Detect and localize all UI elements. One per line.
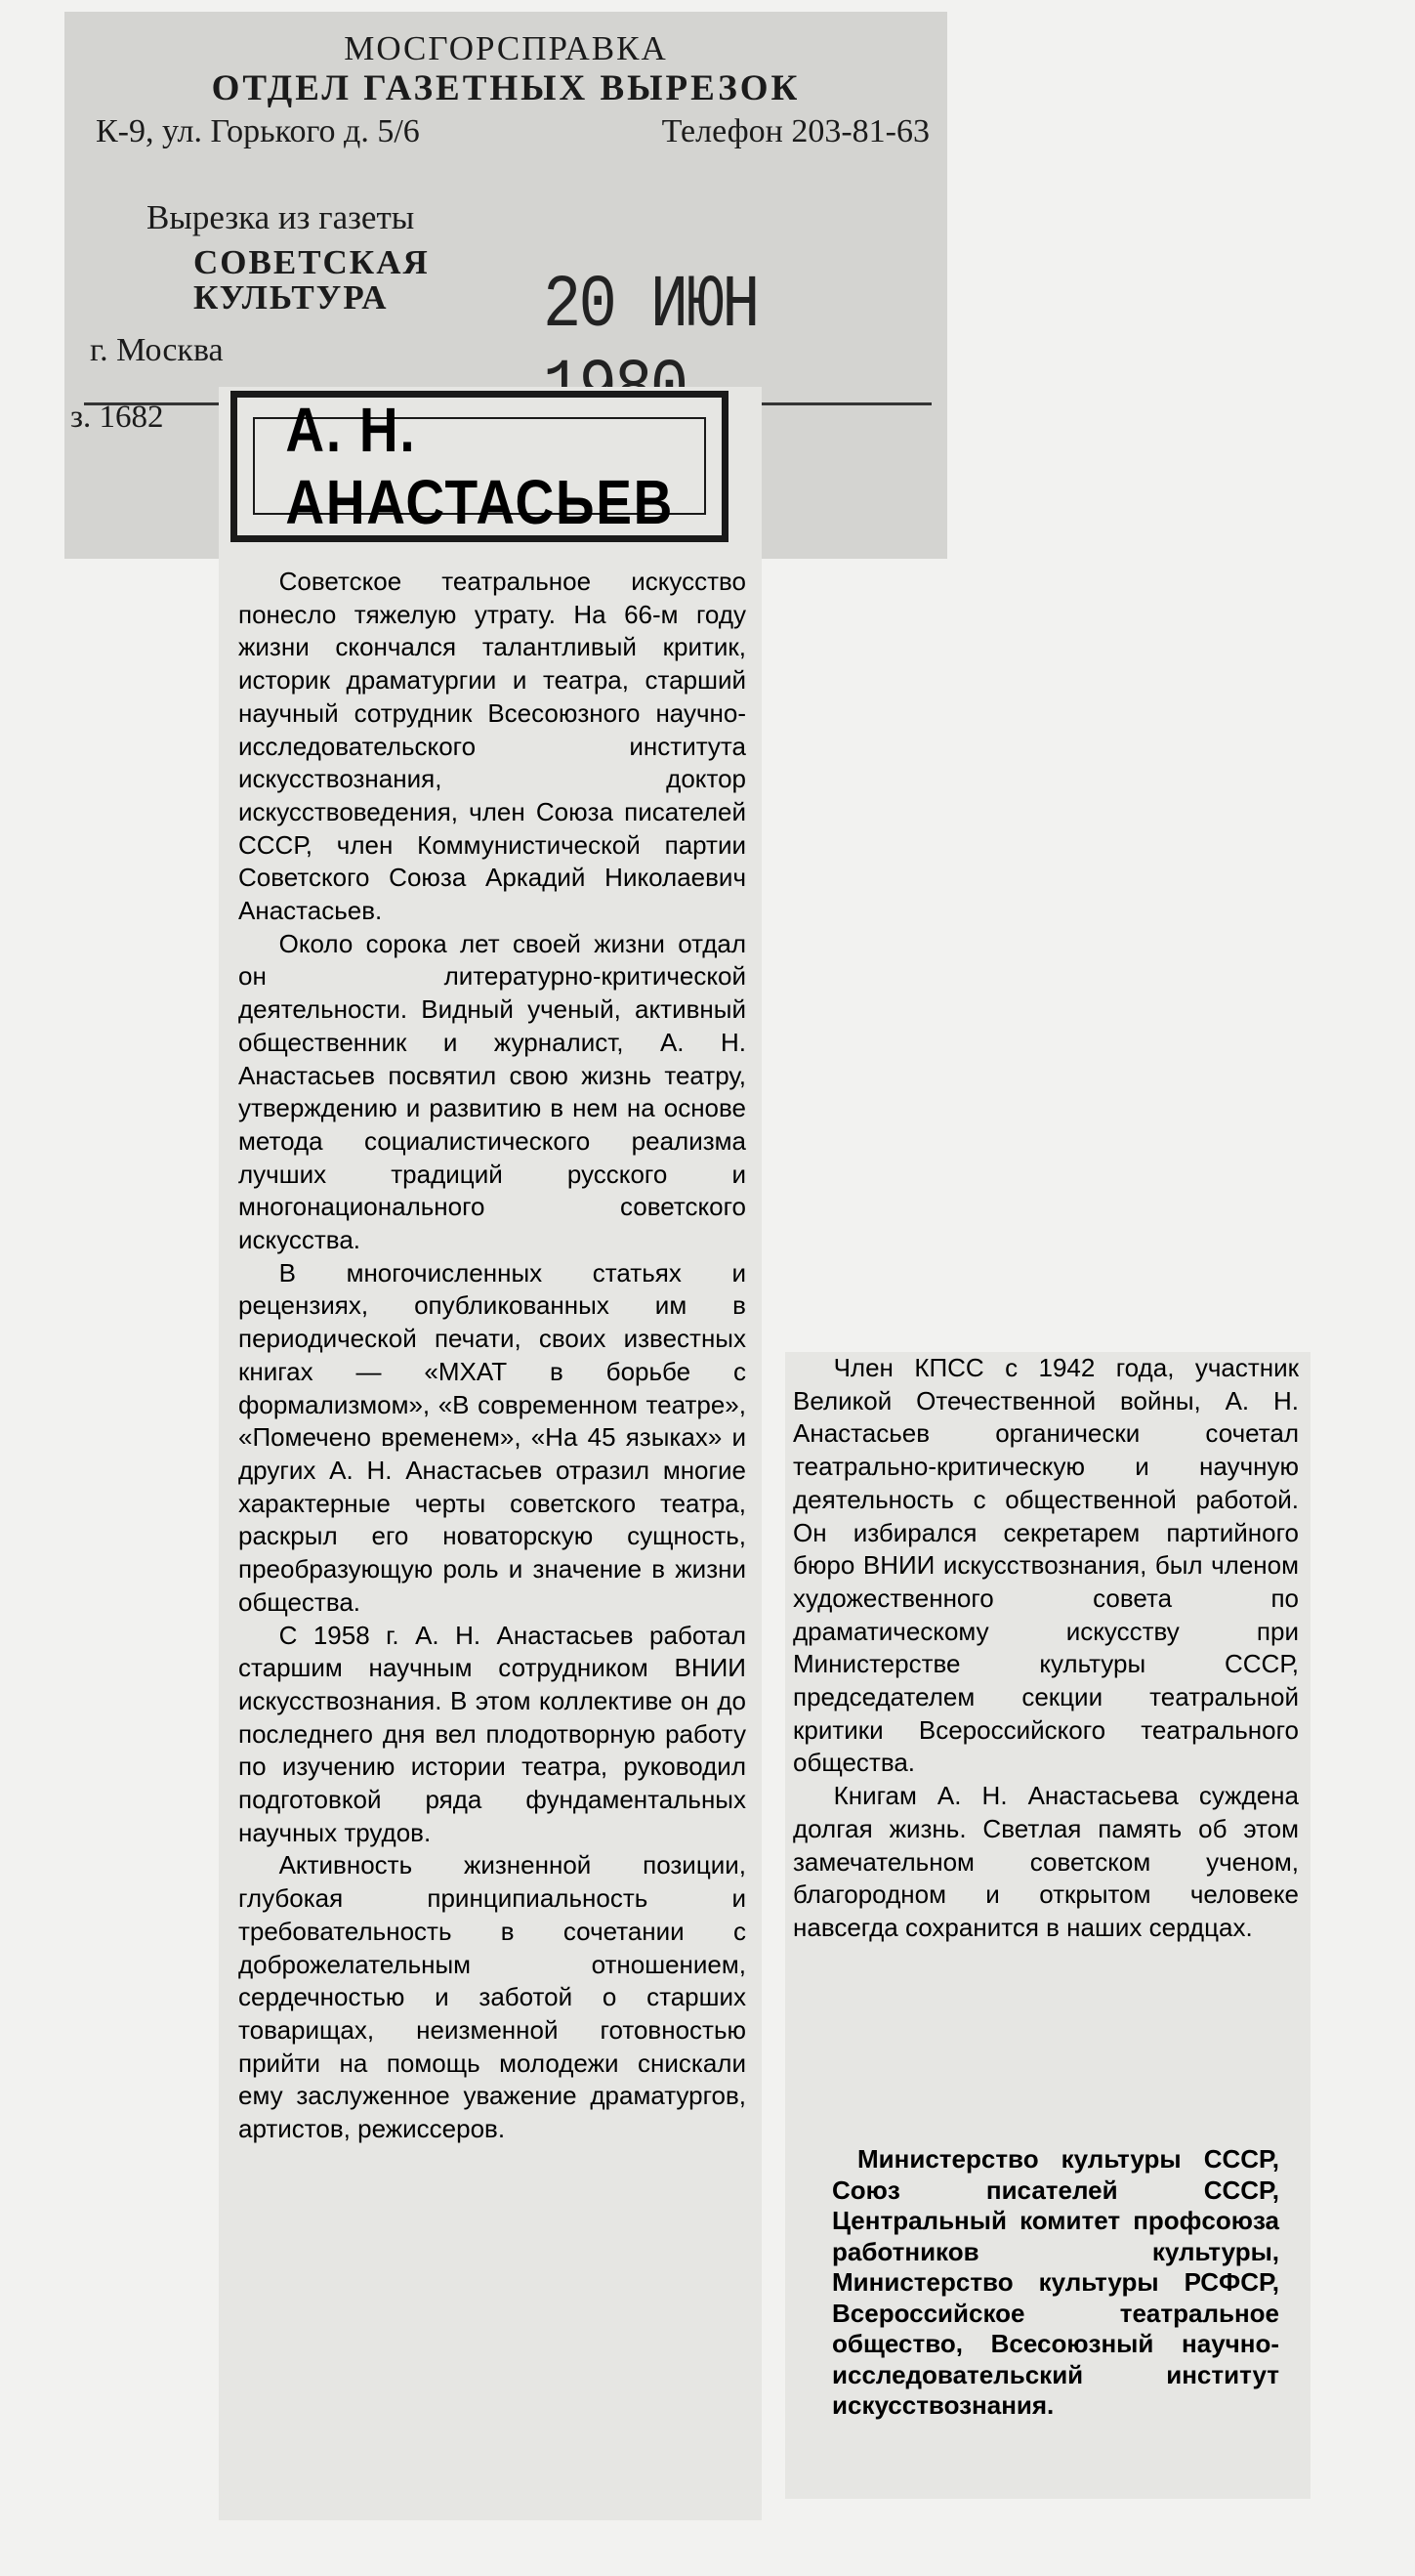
paragraph: Член КПСС с 1942 года, участник Великой Отечественной войны, А. Н. Анастасьев органически сочетал театрально-критическую и научную деятельность с общественной работой. Он избирался секретарем партийного бюро ВНИИ искусствознания, был членом художественного совета по драматическому искусству при Министерстве культуры СССР, председателем секции театральной критики Всероссийского театрального общества. (793, 1353, 1299, 1778)
date-stamp: 20 ИЮН (543, 264, 758, 348)
paragraph: В многочисленных статьях и рецензиях, опубликованных им в периодической печати, своих известных книгах — «МХАТ в борьбе с формализмом», «В современном театре», «Помечено временем», «На 45 языках» и других А. Н. Анастасьев отразил многие характерные черты советского театра, раскрыл его новаторскую сущность, преобразующую роль и значение в жизни общества. (238, 1257, 746, 1617)
city: г. Москва (90, 332, 224, 368)
agency-name: МОСГОРСПРАВКА (344, 29, 668, 67)
article-body-left (238, 566, 746, 2146)
obituary-title-inner (253, 395, 706, 537)
paragraph: С 1958 г. А. Н. Анастасьев работал старшим научным сотрудником ВНИИ искусствознания. В этом коллективе он до последнего дня вел плодотворную работу по изучению истории театра, руководил подготовкой ряда фундаментальных научных трудов. (238, 1620, 746, 1847)
newspaper-name-line2: КУЛЬТУРА (193, 278, 389, 317)
signatories (832, 2144, 1279, 2422)
agency-address: К-9, ул. Горького д. 5/6 (96, 113, 420, 149)
clip-label: Вырезка из газеты (146, 198, 415, 236)
newspaper-name (193, 245, 430, 316)
article-body-right (793, 1352, 1299, 1945)
agency-phone: Телефон 203-81-63 (661, 113, 930, 149)
obituary-title: А. Н. АНАСТАСЬЕВ (285, 395, 674, 537)
signatories-text: Министерство культуры СССР, Союз писателей СССР, Центральный комитет профсоюза работников культуры, Министерство культуры РСФСР, Всероссийское театральное общество, Всесоюзный научно-исследовательский институт искусствознания. (832, 2144, 1279, 2420)
department-name: ОТДЕЛ ГАЗЕТНЫХ ВЫРЕЗОК (211, 68, 801, 108)
paragraph: Активность жизненной позиции, глубокая принципиальность и требовательность в сочетании с доброжелательным отношением, сердечностью и заботой о старших товарищах, неизменной готовностью прийти на помощь молодежи снискали ему заслуженное уважение драматургов, артистов, режиссеров. (238, 1850, 746, 2144)
obituary-title-frame (230, 391, 728, 542)
paragraph: Около сорока лет своей жизни отдал он литературно-критической деятельности. Видный ученый, активный общественник и журналист, А. Н. Анастасьев посвятил свою жизнь театру, утверждению и развитию в нем на основе метода социалистического реализма лучших традиций русского и многонационального советского искусства. (238, 928, 746, 1255)
newspaper-name-line1: СОВЕТСКАЯ (193, 243, 430, 281)
order-number: з. 1682 (70, 400, 164, 435)
paragraph: Советское театральное искусство понесло тяжелую утрату. На 66-м году жизни скончался талантливый критик, историк драматургии и театра, старший научный сотрудник Всесоюзного научно-исследовательского института искусствознания, доктор искусствоведения, член Союза писателей СССР, член Коммунистической партии Советского Союза Аркадий Николаевич Анастасьев. (238, 567, 746, 926)
paragraph: Книгам А. Н. Анастасьева суждена долгая жизнь. Светлая память об этом замечательном советском ученом, благородном и открытом человеке навсегда сохранится в наших сердцах. (793, 1781, 1299, 1942)
